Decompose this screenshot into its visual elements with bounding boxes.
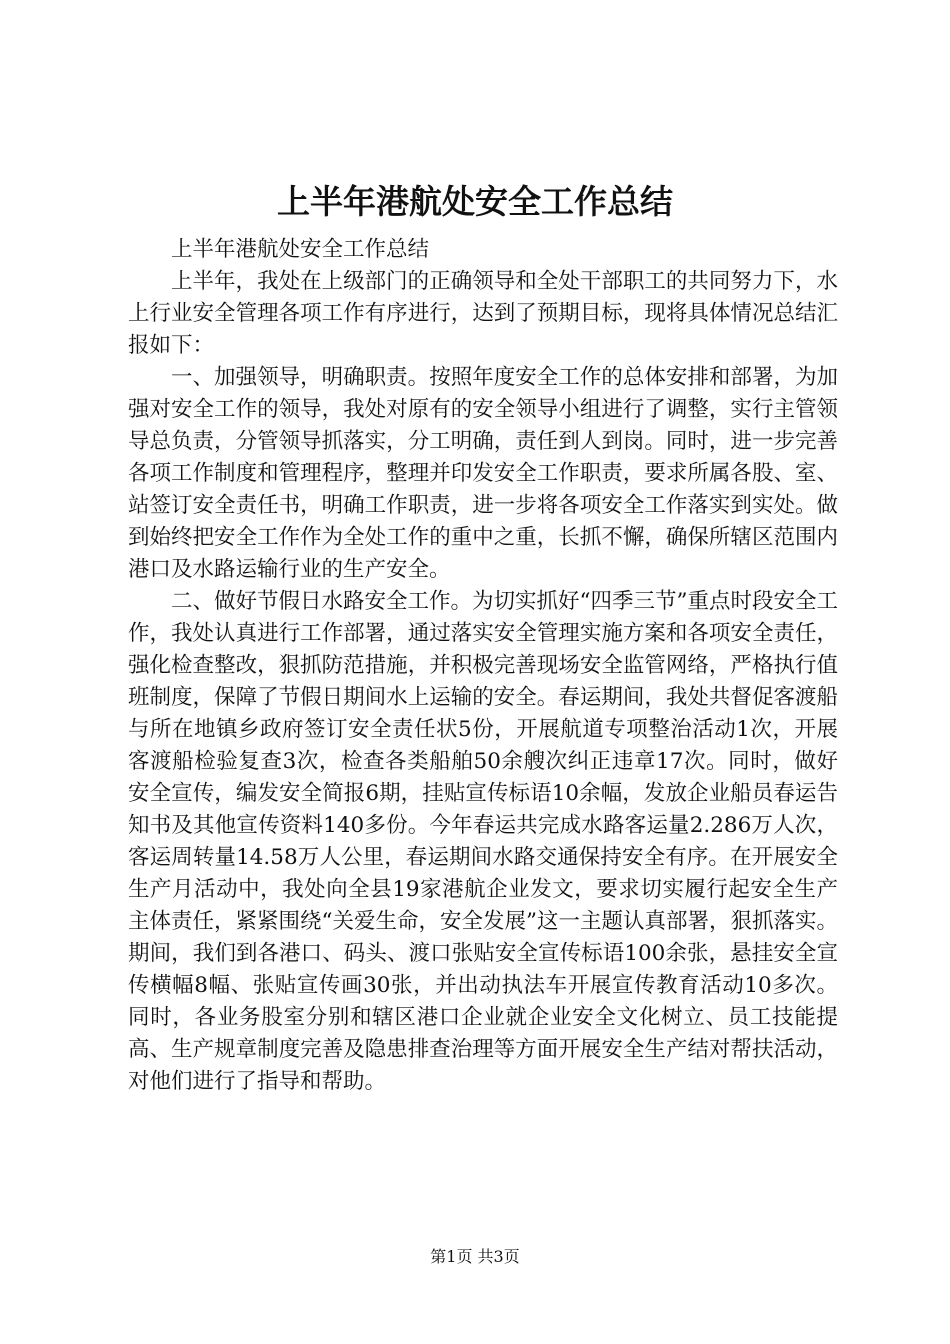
paragraph-section-one: 一、加强领导，明确职责。按照年度安全工作的总体安排和部署，为加强对安全工作的领导，我处对原有的安全领导小组进行了调整，实行主管领导总负责，分管领导抓落实，分工明确，责任到人到岗。同时，进一步完善各项工作制度和管理程序，整理并印发安全工作职责，要求所属各股、室、站签订安全责任书，明确工作职责，进一步将各项安全工作落实到实处。做到始终把安全工作作为全处工作的重中之重，长抓不懈，确保所辖区范围内港口及水路运输行业的生产安全。 [128, 365, 838, 582]
paragraph-section-two: 二、做好节假日水路安全工作。为切实抓好“四季三节”重点时段安全工作，我处认真进行工作部署，通过落实安全管理实施方案和各项安全责任，强化检查整改，狠抓防范措施，并积极完善现场安全监管网络，严格执行值班制度，保障了节假日期间水上运输的安全。春运期间，我处共督促客渡船与所在地镇乡政府签订安全责任状5份，开展航道专项整治活动1次，开展客渡船检验复查3次，检查各类船舶50余艘次纠正违章17次。同时，做好安全宣传，编发安全简报6期，挂贴宣传标语10余幅，发放企业船员春运告知书及其他宣传资料140多份。今年春运共完成水路客运量2.286万人次，客运周转量14.58万人公里，春运期间水路交通保持安全有序。在开展安全生产月活动中，我处向全县19家港航企业发文，要求切实履行起安全生产主体责任，紧紧围绕“关爱生命，安全发展”这一主题认真部署，狠抓落实。期间，我们到各港口、码头、渡口张贴安全宣传标语100余张，悬挂安全宣传横幅8幅、张贴宣传画30张，并出动执法车开展宣传教育活动10多次。同时，各业务股室分别和辖区港口企业就企业安全文化树立、员工技能提高、生产规章制度完善及隐患排查治理等方面开展安全生产结对帮扶活动，对他们进行了指导和帮助。 [128, 589, 838, 1094]
page-footer: 第1页 共3页 [430, 1247, 520, 1266]
document-title: 上半年港航处安全工作总结 [277, 182, 673, 221]
paragraph-subtitle: 上半年港航处安全工作总结 [171, 237, 430, 262]
paragraph-intro: 上半年，我处在上级部门的正确领导和全处干部职工的共同努力下，水上行业安全管理各项工作有序进行，达到了预期目标，现将具体情况总结汇报如下： [128, 269, 838, 358]
document-body [128, 234, 838, 1098]
